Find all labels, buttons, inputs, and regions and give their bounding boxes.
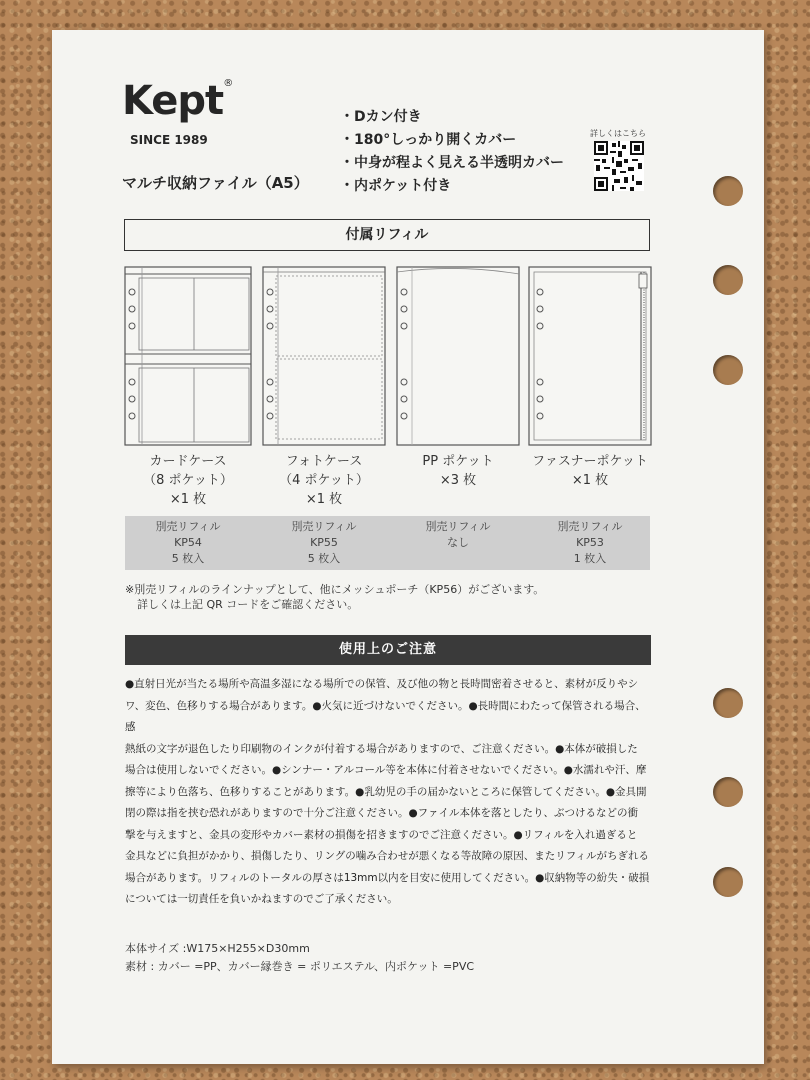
separately-sold-card-case (123, 519, 253, 567)
pp-pocket-illustration (396, 266, 520, 446)
separately-sold-pp-pocket (393, 519, 523, 551)
caution-line: 擦等により色落ち、色移りすることがあります。●乳幼児の手の届かないところに保管してください。●金具開 (125, 785, 647, 798)
feature-list (340, 106, 564, 198)
caution-line: については一切責任を負いかねますのでご了承ください。 (125, 893, 398, 905)
refill-name-line: （8 ポケット） (143, 473, 233, 488)
sold-count: 1 枚入 (573, 552, 607, 565)
qr-code-icon[interactable] (594, 141, 644, 191)
binder-hole (713, 688, 743, 718)
spec-material: 素材 : カバー =PP、カバー縁巻き = ポリエステル、内ポケット =PVC (125, 960, 475, 973)
spec-size: 本体サイズ :W175×H255×D30mm (125, 942, 310, 955)
note-line: 詳しくは上記 QR コードをご確認ください。 (137, 598, 359, 611)
feature-item: ・内ポケット付き (340, 178, 452, 194)
binder-hole (713, 867, 743, 897)
sold-label: 別売リフィル (557, 520, 623, 533)
note-line: ※別売リフィルのラインナップとして、他にメッシュポーチ（KP56）がございます。 (125, 583, 545, 596)
since-label: SINCE 1989 (130, 133, 208, 147)
product-insert-sheet (52, 30, 764, 1064)
caution-line: 熱紙の文字が退色したり印刷物のインクが付着する場合がありますので、ご注意ください。●本体が破損した (125, 742, 638, 755)
caution-line: 場合があります。リフィルのトータルの厚さは13mm以内を目安に使用してください。●収納物等の紛失・破損 (125, 871, 650, 884)
sold-label: 別売リフィル (291, 520, 357, 533)
product-name: マルチ収納ファイル（A5） (122, 174, 309, 192)
sold-code: KP53 (576, 536, 604, 549)
caution-line: 閉の際は指を挟む恐れがありますので十分ご注意ください。●ファイル本体を落としたり、ぶつけるなどの衝 (125, 807, 638, 819)
refill-qty: ×3 枚 (439, 473, 477, 488)
refill-name-line: カードケース (149, 454, 227, 469)
separately-sold-photo-case (259, 519, 389, 567)
sold-code: KP55 (310, 536, 338, 549)
card-case-illustration (124, 266, 252, 446)
refill-name-line: フォトケース (285, 454, 363, 469)
refill-qty: ×1 枚 (305, 492, 343, 507)
sold-code: なし (447, 536, 469, 549)
binder-hole (713, 777, 743, 807)
binder-hole (713, 176, 743, 206)
refill-name-line: （4 ポケット） (279, 473, 369, 488)
caution-line: 撃を与えますと、金具の変形やカバー素材の損傷を招きますのでご注意ください。●リフィルを入れ過ぎると (125, 828, 638, 841)
photo-case-illustration (262, 266, 386, 446)
separately-sold-zipper-pocket (525, 519, 655, 567)
refill-name-zipper-pocket (505, 452, 675, 490)
refill-name-line: ファスナーポケット (532, 454, 648, 469)
zipper-pocket-illustration (528, 266, 652, 446)
caution-line: 金具などに負担がかかり、損傷したり、リングの噛み合わせが悪くなる等故障の原因、またリフィルがちぎれる (125, 850, 649, 862)
feature-item: ・中身が程よく見える半透明カバー (340, 155, 564, 171)
sold-label: 別売リフィル (425, 520, 491, 533)
caution-title: 使用上のご注意 (125, 635, 651, 665)
qr-label: 詳しくはこちら (590, 129, 646, 138)
caution-line: 場合は使用しないでください。●シンナー・アルコール等を本体に付着させないでください。●水濡れや汗、摩 (125, 764, 647, 776)
caution-text (125, 674, 653, 911)
feature-item: ・Dカン付き (340, 109, 422, 125)
refill-qty: ×1 枚 (169, 492, 207, 507)
caution-line: ●直射日光が当たる場所や高温多湿になる場所での保管、及び他の物と長時間密着させると、素材が反りやシ (125, 678, 639, 690)
specifications (125, 940, 474, 976)
kept-logo: Kept® (122, 78, 233, 124)
caution-line: ワ、変色、色移りする場合があります。●火気に近づけないでください。●長時間にわたって保管される場合、感 (125, 699, 646, 733)
lineup-note (125, 582, 544, 612)
sold-count: 5 枚入 (307, 552, 341, 565)
binder-hole (713, 265, 743, 295)
sold-code: KP54 (174, 536, 202, 549)
refill-qty: ×1 枚 (571, 473, 609, 488)
included-refills-title: 付属リフィル (124, 219, 650, 251)
feature-item: ・180°しっかり開くカバー (340, 132, 517, 148)
binder-hole (713, 355, 743, 385)
sold-label: 別売リフィル (155, 520, 221, 533)
refill-name-line: PP ポケット (422, 454, 494, 469)
sold-count: 5 枚入 (171, 552, 205, 565)
